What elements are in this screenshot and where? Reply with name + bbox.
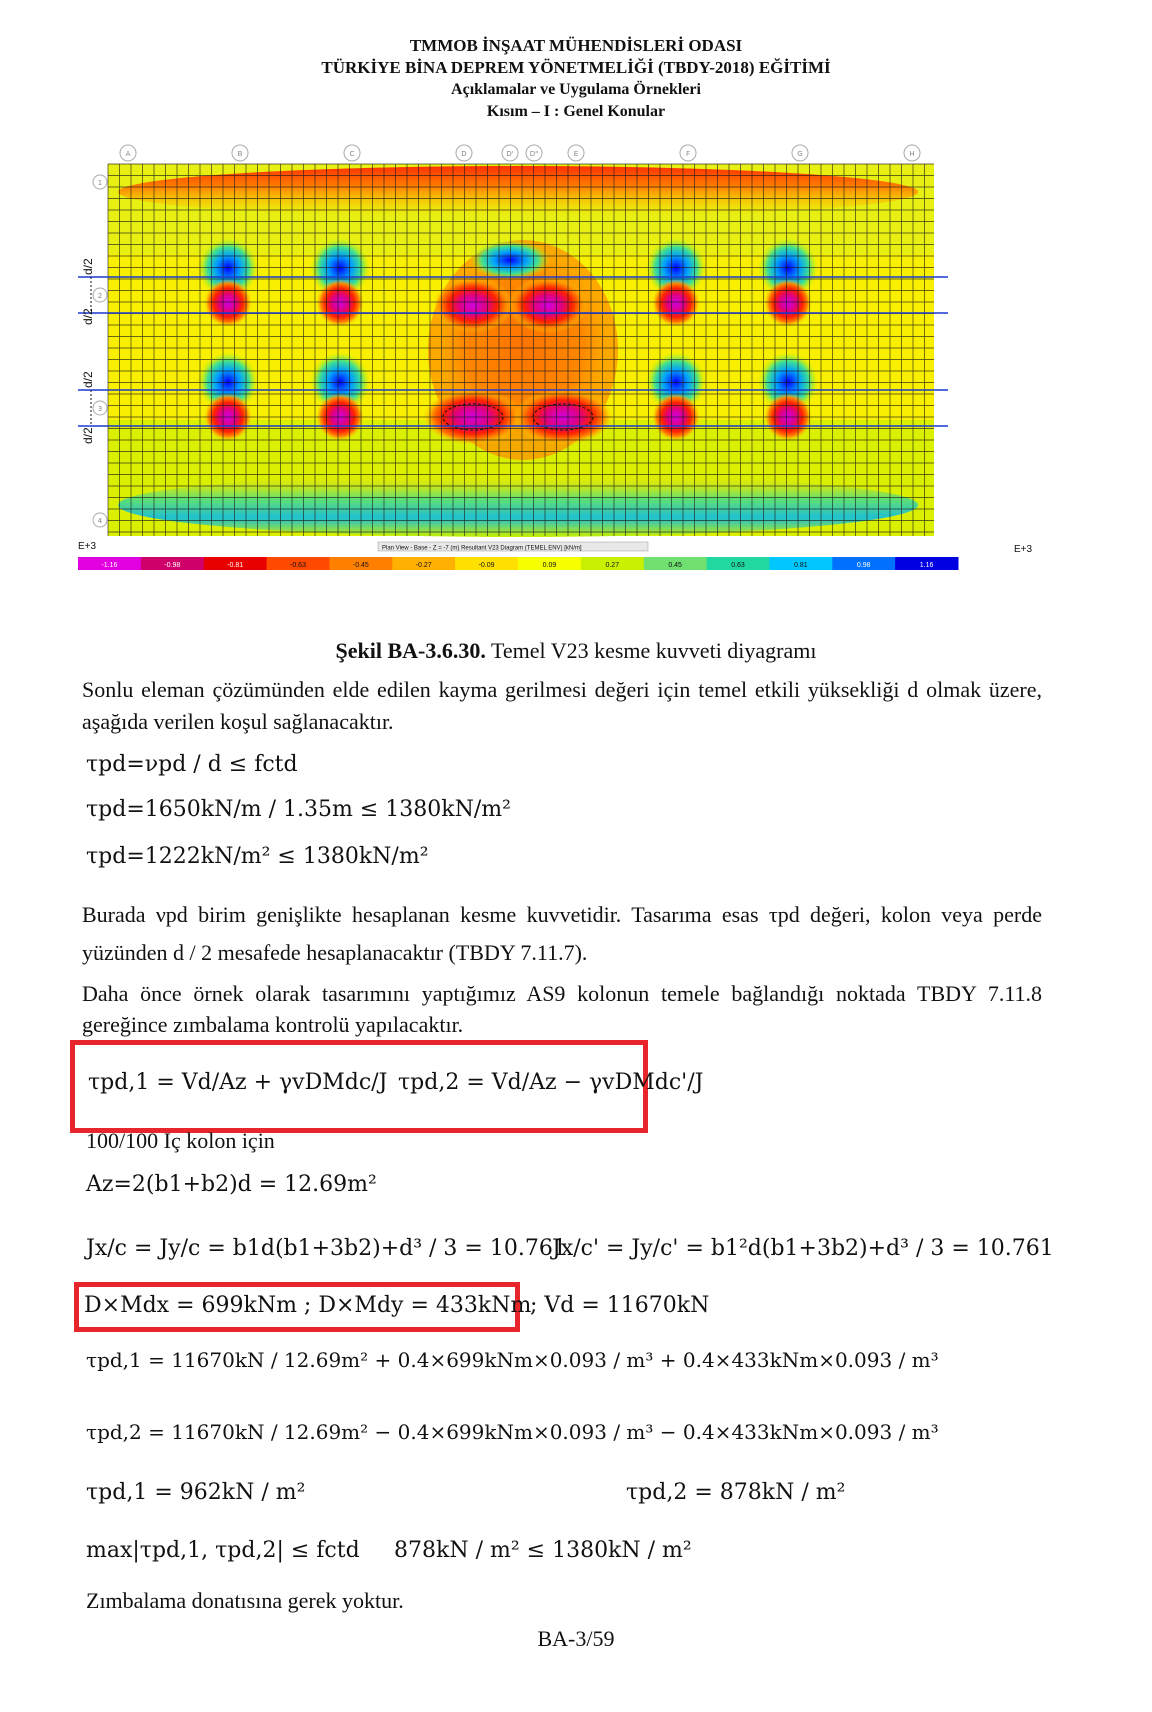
svg-text:d/2: d/2 xyxy=(81,258,95,275)
colorbar-tick-label: -1.16 xyxy=(101,562,118,569)
colorbar-tick-label: -0.45 xyxy=(352,562,369,569)
corner-label-right: E+3 xyxy=(1014,544,1033,555)
equation-vd: ; Vd = 11670kN xyxy=(530,1293,710,1318)
equation-2: τpd=1650kN/m / 1.35m ≤ 1380kN/m² xyxy=(86,797,511,822)
header-line-1: TMMOB İNŞAAT MÜHENDİSLERİ ODASI xyxy=(409,36,743,55)
page-number: BA-3/59 xyxy=(537,1626,615,1651)
contour-plot xyxy=(78,150,1048,625)
header-line-3: Açıklamalar ve Uygulama Örnekleri xyxy=(451,81,701,98)
paragraph-4: 100/100 Iç kolon için xyxy=(86,1128,275,1153)
equation-j2: Jx/c' = Jy/c' = b1²d(b1+3b2)+d³ / 3 = 10.761 xyxy=(552,1236,1054,1261)
color-legend xyxy=(78,557,959,570)
status-bar-text: Plan View - Base - Z = -7 (m) Resultant V23 Diagram (TEMEL ENV) [kN/m] xyxy=(382,545,582,552)
grid-label-top: A xyxy=(125,150,131,158)
equation-max: max|τpd,1, τpd,2| ≤ fctd xyxy=(86,1538,360,1563)
grid-label-top: H xyxy=(909,150,915,158)
caption-label: Şekil BA-3.6.30. xyxy=(335,638,486,663)
corner-label-left: E+3 xyxy=(78,541,97,552)
paragraph-1: Sonlu eleman çözümünden elde edilen kayma gerilmesi değeri için temel etkili yüksekliği d olmak üzere, aşağıda verilen koşul sağlanacaktır. xyxy=(82,677,1042,734)
result-tau-2: τpd,2 = 878kN / m² xyxy=(626,1480,846,1505)
header-line-4: Kısım – I : Genel Konular xyxy=(486,103,666,120)
dimension-labels xyxy=(81,258,95,444)
paragraph-2: Burada νpd birim genişlikte hesaplanan kesme kuvvetidir. Tasarıma esas τpd değeri, kolon veya perde yüzünden d / 2 mesafede hesaplanacaktır (TBDY 7.11.7). xyxy=(82,902,1042,965)
svg-text:d/2: d/2 xyxy=(81,308,95,325)
figure-caption xyxy=(0,638,1152,664)
header-line-2: TÜRKİYE BİNA DEPREM YÖNETMELİĞİ (TBDY-2018) EĞİTİMİ xyxy=(321,58,831,77)
colorbar-tick-label: 0.45 xyxy=(668,562,682,569)
equation-1: τpd=νpd / d ≤ fctd xyxy=(86,752,298,777)
grid-label-left: 4 xyxy=(97,517,103,525)
colorbar-tick-label: 0.81 xyxy=(794,562,808,569)
svg-text:d/2: d/2 xyxy=(81,371,95,388)
equation-max-values: 878kN / m² ≤ 1380kN / m² xyxy=(394,1538,692,1563)
formula-tau-2: τpd,2 = Vd/Az − γvDMdc'/J xyxy=(398,1070,704,1095)
paragraph-3: Daha önce örnek olarak tasarımını yaptığımız AS9 kolonun temele bağlandığı noktada TBDY 7.11.8 gereğince zımbalama kontrolü yapılacaktır. xyxy=(82,981,1042,1037)
grid-label-top: F xyxy=(685,150,691,158)
grid-label-top: C xyxy=(349,150,355,158)
grid-axis-labels-top xyxy=(120,145,920,161)
grid-label-left: 2 xyxy=(97,292,103,300)
grid-label-top: D' xyxy=(506,150,514,158)
colorbar-tick-label: 0.98 xyxy=(856,562,871,569)
equation-moments: D×Mdx = 699kNm ; D×Mdy = 433kNm xyxy=(84,1293,532,1318)
equation-az: Az=2(b1+b2)d = 12.69m² xyxy=(86,1172,377,1197)
grid-label-left: 3 xyxy=(97,405,103,413)
paragraph-5: Zımbalama donatısına gerek yoktur. xyxy=(86,1588,404,1613)
colorbar-tick-label: -0.63 xyxy=(290,562,306,569)
colorbar-tick-label: -0.98 xyxy=(164,562,181,569)
equation-3: τpd=1222kN/m² ≤ 1380kN/m² xyxy=(86,844,429,869)
equation-tau-2: τpd,2 = 11670kN / 12.69m² − 0.4×699kNm×0.093 / m³ − 0.4×433kNm×0.093 / m³ xyxy=(86,1420,939,1444)
grid-label-top: D xyxy=(461,150,467,158)
grid-label-left: 1 xyxy=(97,179,103,187)
colorbar-tick-label: 0.27 xyxy=(605,562,620,569)
equation-tau-1: τpd,1 = 11670kN / 12.69m² + 0.4×699kNm×0.093 / m³ + 0.4×433kNm×0.093 / m³ xyxy=(86,1348,939,1372)
grid-label-top: G xyxy=(797,150,803,158)
grid-label-top: E xyxy=(573,150,579,158)
colorbar-tick-label: -0.27 xyxy=(415,562,432,569)
equation-j1: Jx/c = Jy/c = b1d(b1+3b2)+d³ / 3 = 10.761 xyxy=(86,1236,567,1261)
colorbar-tick-label: -0.81 xyxy=(227,562,244,569)
caption-text: Temel V23 kesme kuvveti diyagramı xyxy=(485,638,817,663)
grid-label-top: D" xyxy=(529,150,539,158)
formula-tau-1: τpd,1 = Vd/Az + γvDMdc/J xyxy=(88,1070,388,1095)
colorbar-tick-label: 0.63 xyxy=(731,562,745,569)
shear-force-diagram xyxy=(78,150,1048,625)
colorbar-tick-label: 0.09 xyxy=(542,562,557,569)
result-tau-1: τpd,1 = 962kN / m² xyxy=(86,1480,306,1505)
grid-label-top: B xyxy=(237,150,243,158)
colorbar-tick-label: 1.16 xyxy=(919,562,934,569)
grid-axis-labels-left xyxy=(93,175,107,527)
colorbar-tick-label: -0.09 xyxy=(478,562,495,569)
svg-text:d/2: d/2 xyxy=(81,427,95,444)
